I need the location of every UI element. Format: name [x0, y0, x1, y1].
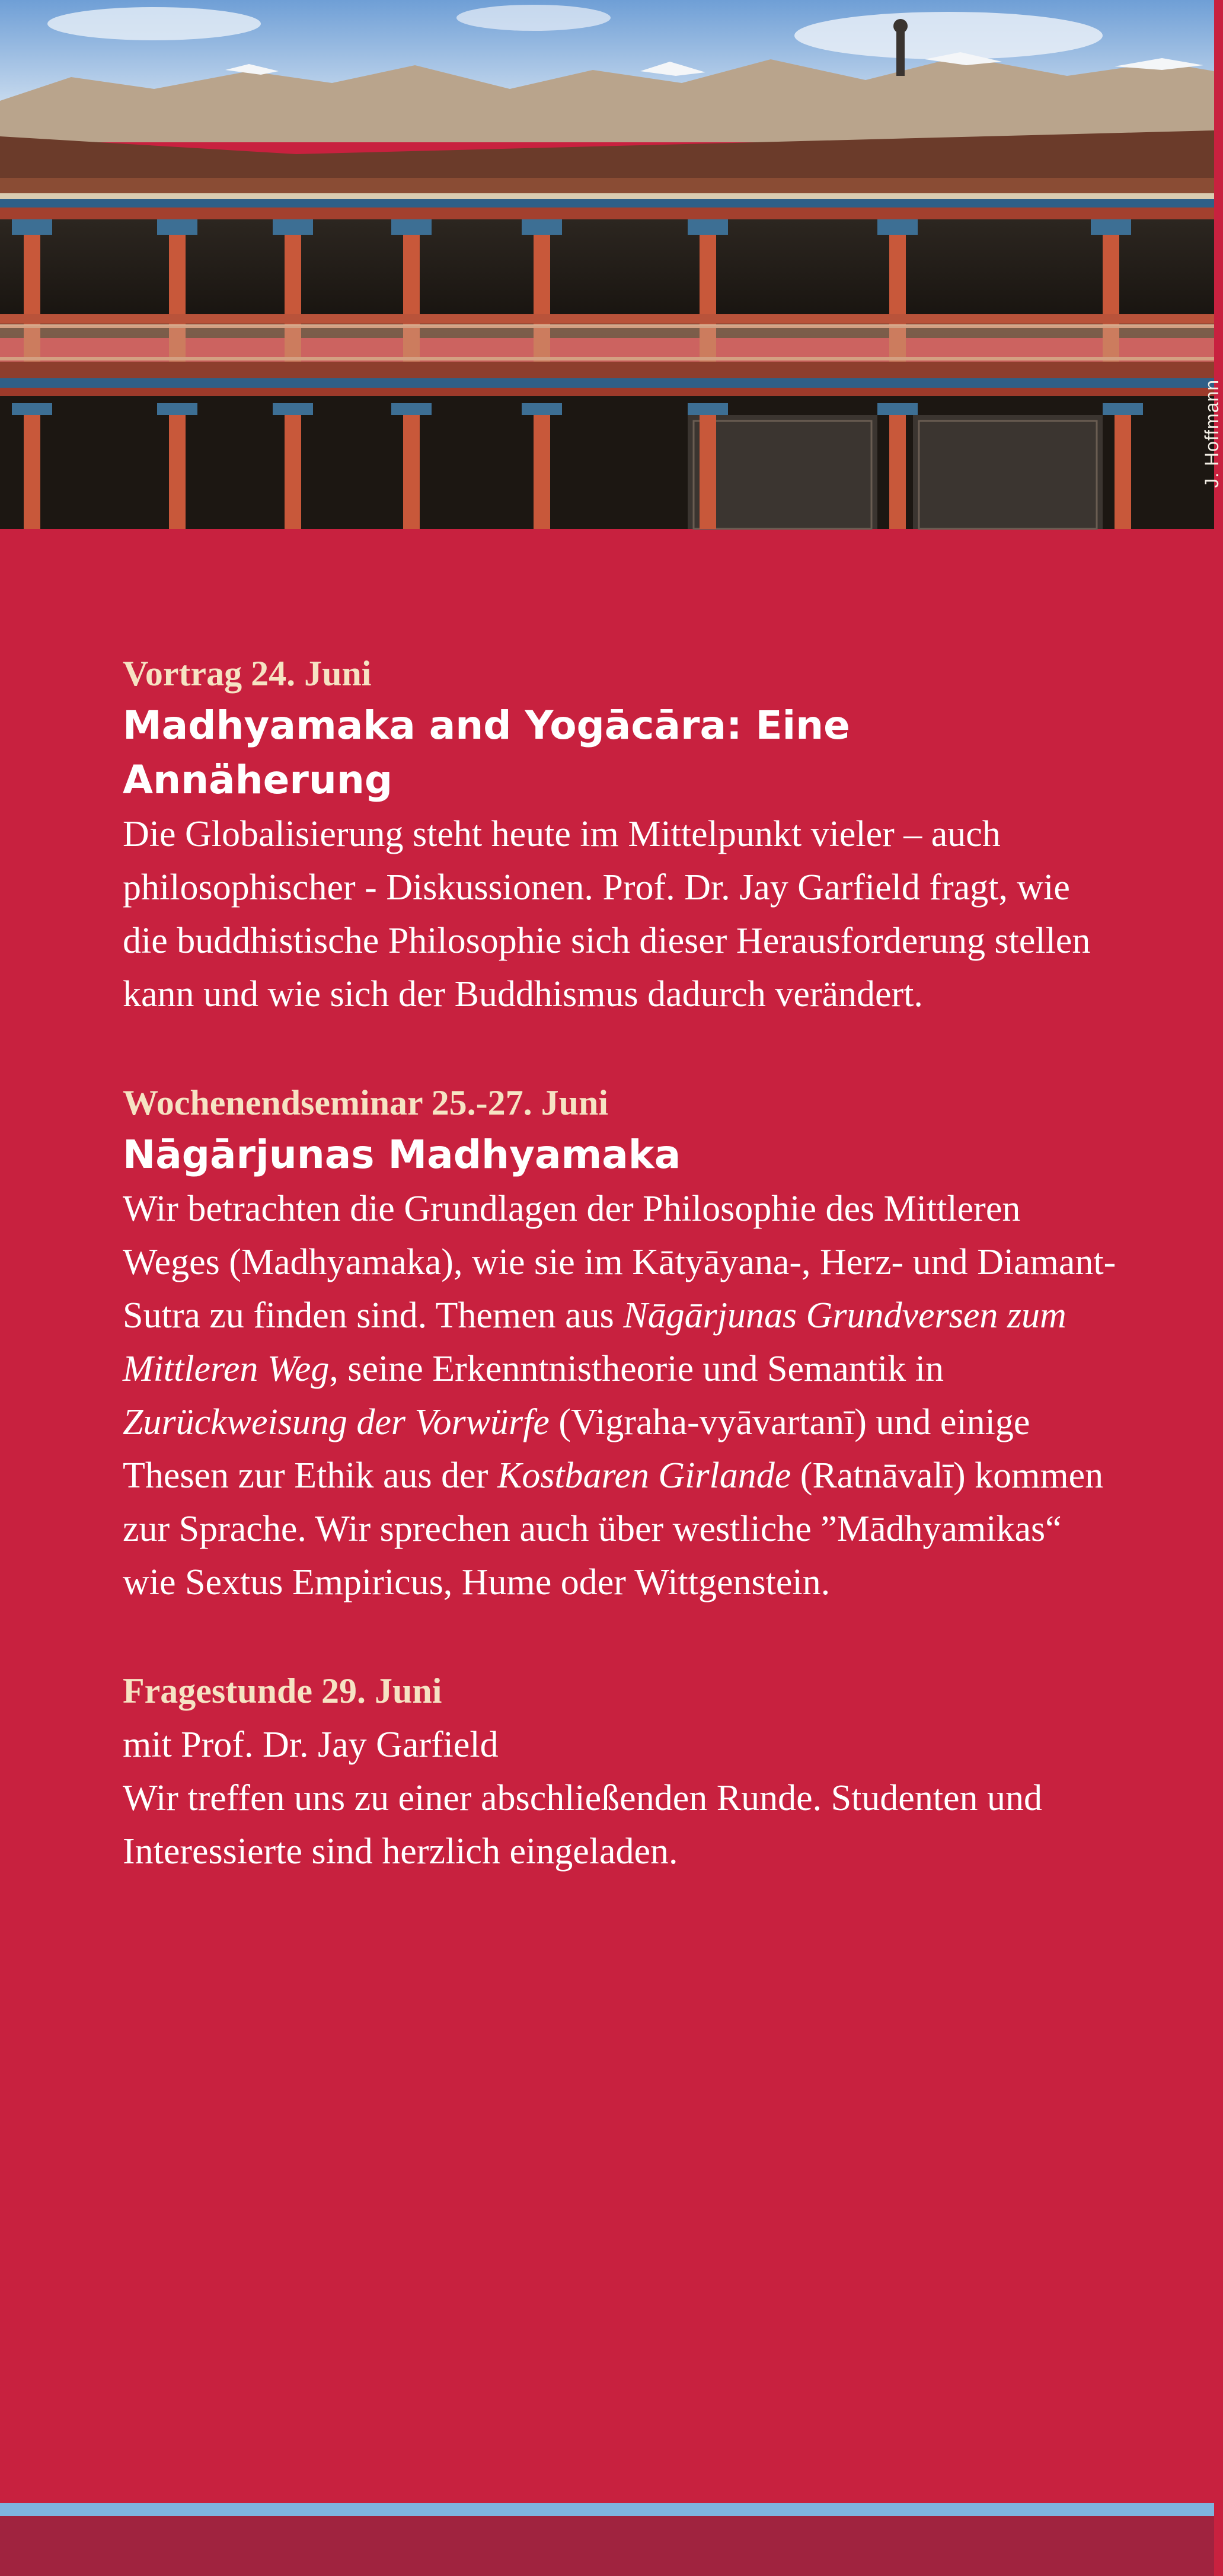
section-seminar [123, 1075, 1119, 1609]
description-paragraph: Die Globalisierung steht heute im Mittelpunkt vieler – auch philosophischer - Diskussionen. Prof. Dr. Jay Garfield fragt, wie die buddhistische Philosophie sich dieser Herausforderung stellen kann und wie sich der Buddhismus dadurch verändert. [123, 814, 1091, 1014]
section-lecture [123, 646, 1119, 1021]
text-run: (Ratnāvalī) kommen zur Sprache. Wir sprechen auch über westliche ”Mādhyamikas“ wie Sextus Empiricus, Hume oder Wittgenstein. [123, 1455, 1104, 1603]
section-date: Wochenendseminar 25.-27. Juni [123, 1083, 608, 1122]
section-qa [123, 1664, 1119, 1878]
text-run: , seine Erkenntnistheorie und Semantik in [329, 1349, 944, 1389]
footer-band [0, 2516, 1214, 2576]
section-title: Madhyamaka and Yogācāra: Eine Annäherung [123, 703, 850, 803]
book-title: Nāgārjunas Grundversen zum Mittleren Weg [123, 1295, 1066, 1389]
monastery-courtyard-image [0, 0, 1214, 529]
footer-divider [0, 2503, 1214, 2516]
section-title: Nāgārjunas Madhyamaka [123, 1132, 681, 1177]
section-date: Vortrag 24. Juni [123, 654, 372, 693]
text-run: Wir betrachten die Grundlagen der Philosophie des Mittleren Weges (Madhyamaka), wie sie im Kātyāyana-, Herz- und Diamant-Sutra zu finden sind. Themen aus [123, 1189, 1116, 1336]
description-paragraph: Wir treffen uns zu einer abschließenden Runde. Studenten und Interessierte sind herzlich eingeladen. [123, 1778, 1043, 1872]
description-paragraph [123, 1182, 1119, 1609]
book-title: Zurückweisung der Vorwürfe [123, 1402, 550, 1442]
header-photo [0, 0, 1222, 529]
text-run: (Vigraha-vyāvartanī) und einige Thesen zur Ethik aus der [123, 1402, 1030, 1496]
section-description [123, 1718, 1119, 1878]
section-description [123, 807, 1119, 1021]
speaker-line: mit Prof. Dr. Jay Garfield [123, 1725, 499, 1765]
book-title: Kostbaren Girlande [497, 1455, 791, 1496]
event-program [123, 646, 1119, 1933]
section-date: Fragestunde 29. Juni [123, 1671, 442, 1710]
photo-credit: J. Hoffmann [1201, 379, 1222, 488]
section-description [123, 1182, 1119, 1609]
